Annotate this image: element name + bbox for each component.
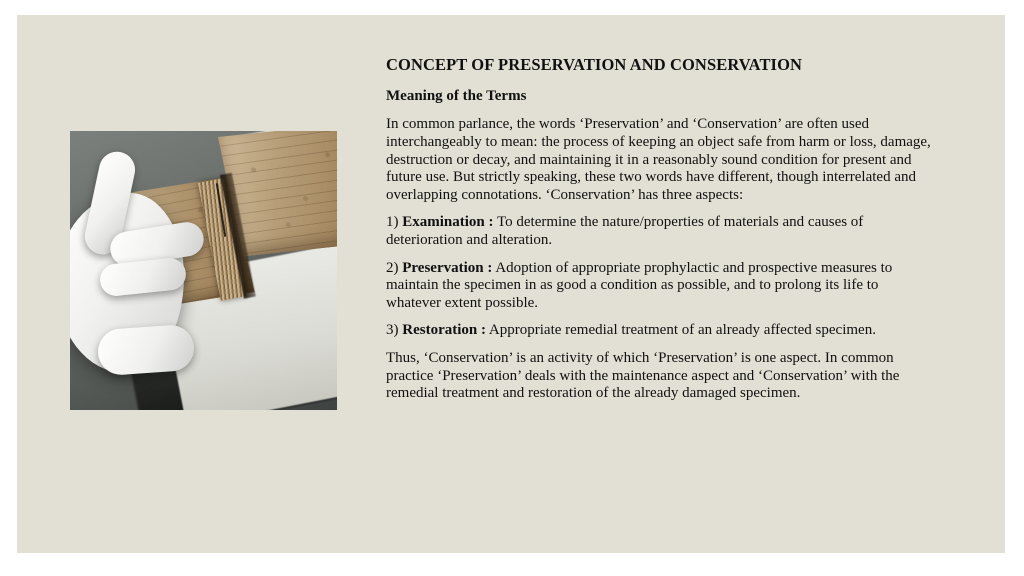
slide-canvas <box>17 15 1005 553</box>
paragraph-text: In common parlance, the words ‘Preservation’ and ‘Conservation’ are often used interchangeably to mean: the process of keeping an object safe from harm or loss, damage, destruction or decay, and maintaining it in a reasonably sound condition for present and future use. But strictly speaking, these two words have different, though interrelated and overlapping connotations. ‘Conservation’ has three aspects: <box>386 116 931 203</box>
paragraph-text: Thus, ‘Conservation’ is an activity of which ‘Preservation’ is one aspect. In common practice ‘Preservation’ deals with the maintenance aspect and ‘Conservation’ with the remedial treatment and restoration of the already damaged specimen. <box>386 349 900 402</box>
list-number: 3) <box>386 322 403 339</box>
list-number: 1) <box>386 214 403 231</box>
paragraph-text: Adoption of appropriate prophylactic and prospective measures to maintain the specimen in as good a condition as possible, and to prolong its life to whatever extent possible. <box>386 259 893 311</box>
list-number: 2) <box>386 259 403 276</box>
paragraph-text: To determine the nature/properties of materials and causes of deterioration and alteration. <box>386 214 864 248</box>
numbered-definition-paragraph <box>386 260 932 313</box>
body-paragraph <box>386 116 932 204</box>
numbered-definition-paragraph <box>386 214 932 249</box>
term-lead-in: Examination : <box>402 214 494 231</box>
slide-text-column <box>386 55 932 413</box>
conservator-handling-damaged-manuscript-photo <box>70 131 337 410</box>
gloved-finger-thumb <box>97 324 196 377</box>
section-subtitle: Meaning of the Terms <box>386 87 527 104</box>
photo-backdrop <box>70 131 337 410</box>
body-paragraph <box>386 350 932 403</box>
paragraph-text: Appropriate remedial treatment of an already affected specimen. <box>488 322 876 339</box>
numbered-definition-paragraph <box>386 322 932 340</box>
term-lead-in: Restoration : <box>402 322 486 339</box>
paragraph-list <box>386 116 932 402</box>
term-lead-in: Preservation : <box>402 259 493 276</box>
page-title: CONCEPT OF PRESERVATION AND CONSERVATION <box>386 55 803 74</box>
